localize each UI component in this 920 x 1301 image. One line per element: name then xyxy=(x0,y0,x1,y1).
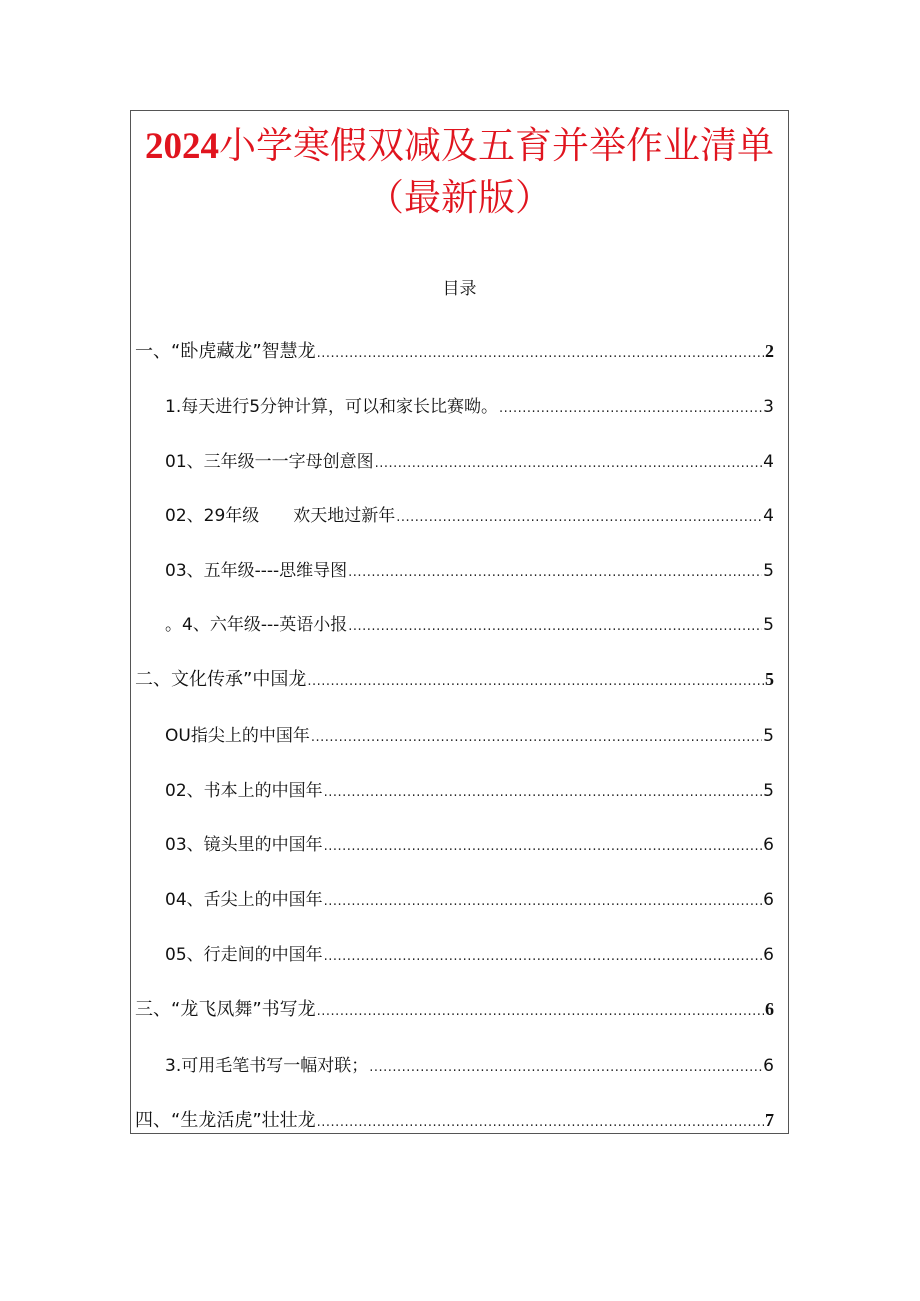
toc-entry-label: 四、“生龙活虎”壮壮龙 xyxy=(135,1110,316,1131)
toc-entry-page: 6 xyxy=(763,835,774,855)
toc-entry-label: 3.可用毛笔书写一幅对联； xyxy=(165,1056,369,1076)
toc-leader-dots xyxy=(324,949,763,964)
toc-entry[interactable] xyxy=(165,776,774,800)
toc-entry[interactable] xyxy=(135,665,774,689)
toc-entry-label: OU指尖上的中国年 xyxy=(165,726,310,746)
toc-leader-dots xyxy=(324,839,763,854)
toc-entry-page: 4 xyxy=(763,506,774,526)
toc-leader-dots xyxy=(317,1004,764,1019)
toc-entry-page: 2 xyxy=(765,341,774,361)
toc-leader-dots xyxy=(375,456,763,471)
toc-entry-page: 4 xyxy=(763,452,774,472)
toc-entry-label: 03、镜头里的中国年 xyxy=(165,835,323,855)
toc-entry-label: 03、五年级----思维导图 xyxy=(165,561,348,581)
toc-entry-page: 5 xyxy=(763,615,774,635)
toc-entry-label: 1.每天进行5分钟计算，可以和家长比赛呦。 xyxy=(165,397,499,417)
toc-leader-dots xyxy=(324,785,763,800)
toc-leader-dots xyxy=(307,674,764,689)
toc-leader-dots xyxy=(311,730,762,745)
toc-entry[interactable] xyxy=(135,995,774,1019)
toc-entry[interactable] xyxy=(135,337,774,361)
document-page xyxy=(130,110,789,1134)
toc-leader-dots xyxy=(499,401,762,416)
toc-entry[interactable] xyxy=(165,556,774,580)
toc-entry-page: 6 xyxy=(765,999,774,1019)
toc-entry-page: 5 xyxy=(763,561,774,581)
toc-entry-label: 02、29年级 欢天地过新年 xyxy=(165,506,396,526)
toc-entry-label: 04、舌尖上的中国年 xyxy=(165,890,323,910)
document-title xyxy=(131,124,788,167)
toc-leader-dots xyxy=(348,619,762,634)
toc-entry-label: 三、“龙飞凤舞”书写龙 xyxy=(135,999,316,1020)
toc-leader-dots xyxy=(369,1060,762,1075)
toc-entry[interactable] xyxy=(135,1106,774,1130)
toc-entry[interactable] xyxy=(165,610,774,634)
toc-entry[interactable] xyxy=(165,1051,774,1075)
toc-leader-dots xyxy=(317,1115,764,1130)
toc-entry-page: 3 xyxy=(763,397,774,417)
toc-heading: 目录 xyxy=(442,279,477,299)
toc-entry[interactable] xyxy=(165,885,774,909)
toc-entry-label: 一、“卧虎藏龙”智慧龙 xyxy=(135,341,316,362)
toc-entry-page: 6 xyxy=(763,945,774,965)
toc-leader-dots xyxy=(348,565,762,580)
toc-entry-label: 。4、六年级---英语小报 xyxy=(165,615,348,635)
document-subtitle: （最新版） xyxy=(367,176,552,219)
title-year: 2024 xyxy=(145,126,219,167)
toc-entry-page: 6 xyxy=(763,890,774,910)
toc-leader-dots xyxy=(317,346,764,361)
toc-entry[interactable] xyxy=(165,501,774,525)
toc-entry-page: 5 xyxy=(765,669,774,689)
toc-entry[interactable] xyxy=(165,392,774,416)
toc-entry[interactable] xyxy=(165,447,774,471)
title-text: 小学寒假双减及五育并举作业清单 xyxy=(219,124,774,167)
toc-entry[interactable] xyxy=(165,830,774,854)
toc-entry[interactable] xyxy=(165,721,774,745)
toc-entry-page: 7 xyxy=(765,1110,774,1130)
toc-leader-dots xyxy=(396,510,762,525)
toc-entry-page: 6 xyxy=(763,1056,774,1076)
toc-entry-page: 5 xyxy=(763,781,774,801)
toc-entry-label: 01、三年级一一字母创意图 xyxy=(165,452,374,472)
toc-leader-dots xyxy=(324,894,763,909)
toc-entry-page: 5 xyxy=(763,726,774,746)
toc-entry-label: 二、文化传承”中国龙 xyxy=(135,669,307,690)
toc-entry-label: 05、行走间的中国年 xyxy=(165,945,323,965)
toc-entry[interactable] xyxy=(165,940,774,964)
toc-entry-label: 02、书本上的中国年 xyxy=(165,781,323,801)
